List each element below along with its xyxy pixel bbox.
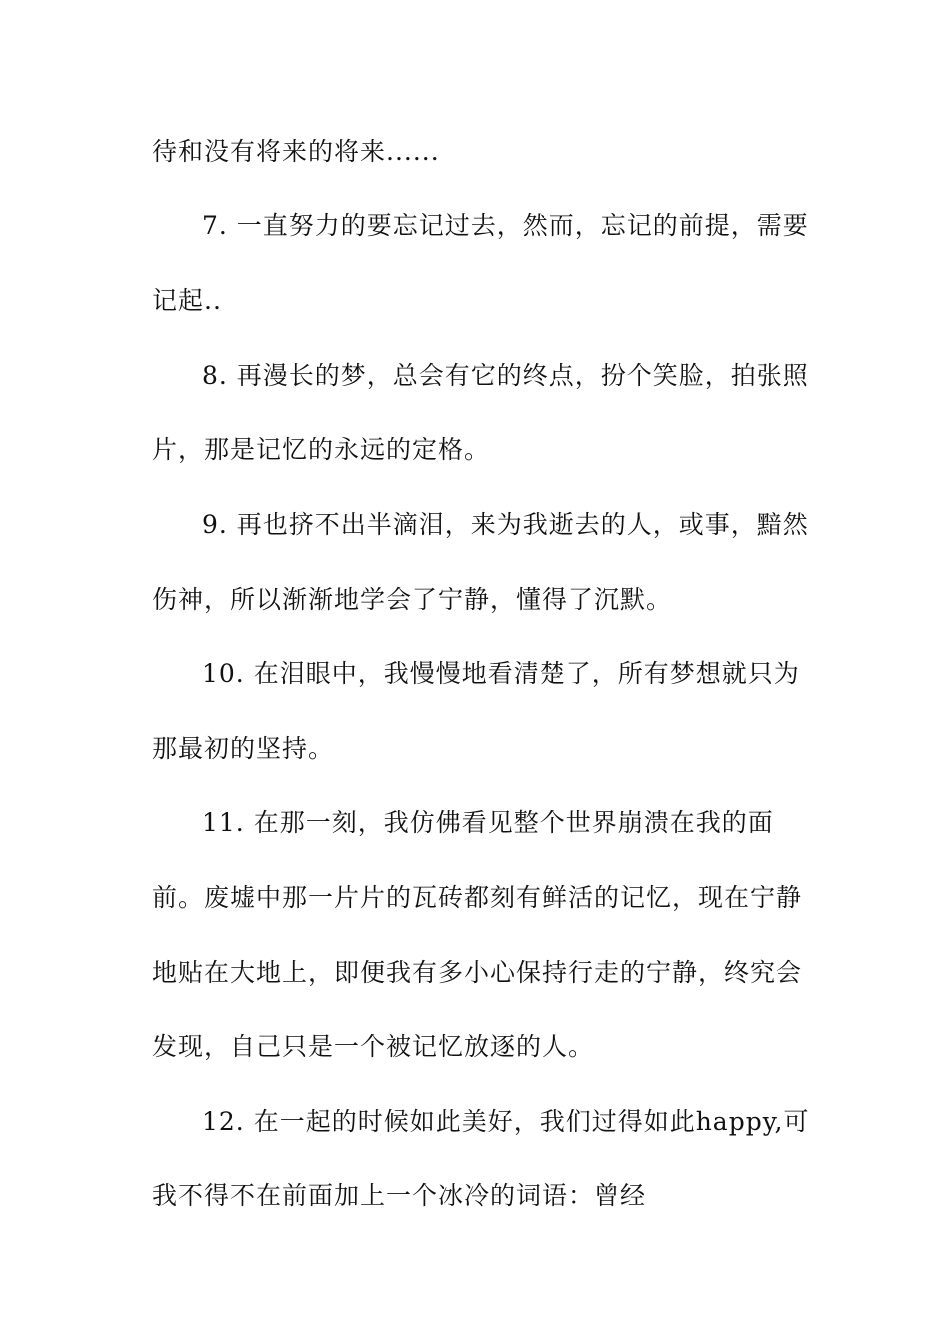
text-line: 地贴在大地上，即便我有多小心保持行走的宁静，终究会 (152, 958, 803, 987)
list-item-10: 10. 在泪眼中，我慢慢地看清楚了，所有梦想就只为 (202, 659, 800, 688)
text-line: 那最初的坚持。 (152, 734, 335, 763)
text-line: 前。废墟中那一片片的瓦砖都刻有鲜活的记忆，现在宁静 (152, 883, 803, 912)
text-line: 片，那是记忆的永远的定格。 (152, 435, 491, 464)
list-item-7: 7. 一直努力的要忘记过去，然而，忘记的前提，需要 (202, 211, 809, 240)
text-line: 记起.. (152, 286, 222, 315)
list-item-12: 12. 在一起的时候如此美好，我们过得如此happy,可 (202, 1107, 810, 1136)
list-item-8: 8. 再漫长的梦，总会有它的终点，扮个笑脸，拍张照 (202, 361, 809, 390)
text-line: 待和没有将来的将来...... (152, 137, 440, 166)
text-line: 伤神，所以渐渐地学会了宁静，懂得了沉默。 (152, 585, 673, 614)
text-line: 我不得不在前面加上一个冰冷的词语：曾经 (152, 1181, 647, 1210)
list-item-11: 11. 在那一刻，我仿佛看见整个世界崩溃在我的面 (202, 808, 774, 837)
list-item-9: 9. 再也挤不出半滴泪，来为我逝去的人，或事，黯然 (202, 510, 809, 539)
text-line: 发现，自己只是一个被记忆放逐的人。 (152, 1032, 595, 1061)
